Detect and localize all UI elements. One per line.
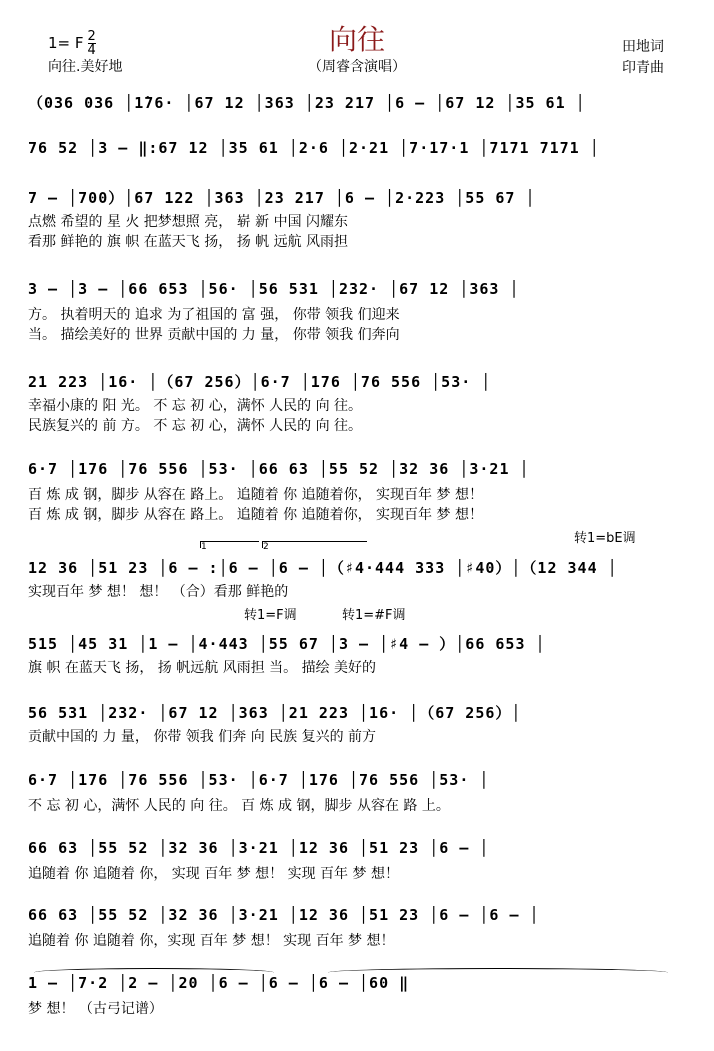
lyrics-verse-1: 追随着 你 追随着 你，实现 百年 梦 想！ 实现 百年 梦 想！ [28, 933, 395, 948]
volta-1 [200, 541, 259, 552]
lyrics-verse-2: 民族复兴的 前 方。 不 忘 初 心，满怀 人民的 向 往。 [28, 418, 363, 433]
volta-1-number: 1 [201, 542, 207, 552]
notation-line: 6·7 │176 │76 556 │53· │66 63 │55 52 │32 36 │3·21 │ [28, 460, 530, 478]
notation-line: 3 – │3 – │66 653 │56· │56 531 │232· │67 12 │363 │ [28, 280, 520, 298]
lyrics-verse-1: 方。 执着明天的 追求 为了祖国的 富 强， 你带 领我 们迎来 [28, 307, 400, 322]
notation-line: 66 63 │55 52 │32 36 │3·21 │12 36 │51 23 │6 – │6 – │ [28, 906, 540, 924]
notation-line: 1 – │7·2 │2 – │20 │6 – │6 – │6 – │60 ‖ [28, 974, 410, 992]
lyrics-verse-1: 不 忘 初 心，满怀 人民的 向 往。 百 炼 成 钢，脚步 从容在 路 上。 [28, 798, 450, 813]
notation-line: 515 │45 31 │1 – │4·443 │55 67 │3 – │♯4 – ）│66 653 │ [28, 635, 546, 653]
lyrics-verse-2: 当。 描绘美好的 世界 贡献中国的 力 量， 你带 领我 们奔向 [28, 327, 400, 342]
lyrics-verse-2: 百 炼 成 钢，脚步 从容在 路上。 追随着 你 追随着你， 实现百年 梦 想！ [28, 507, 483, 522]
time-signature [88, 30, 96, 57]
lyricist-credit: 田地词 [622, 39, 664, 55]
notation-line: 21 223 │16· │（67 256）│6·7 │176 │76 556 │53· │ [28, 373, 492, 391]
modulation-mark: 转1=bE调 [574, 531, 636, 546]
key-signature [48, 30, 96, 57]
lyrics-verse-1: 实现百年 梦 想！ 想！ （合）看那 鲜艳的 [28, 584, 289, 599]
notation-line: 76 52 │3 – ‖:67 12 │35 61 │2·6 │2·21 │7·17·1 │7171 7171 │ [28, 139, 600, 157]
composer-credit: 印青曲 [622, 60, 664, 76]
volta-2-number: 2 [263, 542, 269, 552]
lyrics-verse-1: 旗 帜 在蓝天飞 扬， 扬 帆远航 风雨担 当。 描绘 美好的 [28, 660, 377, 675]
lyrics-verse-1: 百 炼 成 钢，脚步 从容在 路上。 追随着 你 追随着你， 实现百年 梦 想！ [28, 487, 483, 502]
lyrics-verse-1: 追随着 你 追随着 你， 实现 百年 梦 想！ 实现 百年 梦 想！ [28, 866, 399, 881]
lyrics-verse-1: 贡献中国的 力 量， 你带 领我 们奔 向 民族 复兴的 前方 [28, 729, 377, 744]
song-title: 向往 [328, 23, 385, 56]
notation-line: （036 036 │1̇76· │67 12 │363 │23 217 │6 – │67 12 │35 6̇1 │ [28, 94, 586, 112]
time-denominator: 4 [87, 43, 96, 58]
modulation-mark: 转1=F调 [244, 608, 297, 623]
notation-line: 12 36 │51 23 │6 – :│6 – │6 – │（♯4·444 333 │♯40）│（12 344 │ [28, 559, 618, 577]
notation-line: 6·7 │176 │76 556 │53· │6·7 │176 │76 556 │53· │ [28, 771, 490, 789]
lyrics-verse-1: 幸福小康的 阳 光。 不 忘 初 心，满怀 人民的 向 往。 [28, 398, 363, 413]
notation-line: 7 – │700）│67 122 │363 │23 217 │6 – │2·223 │55 67 │ [28, 189, 536, 207]
key-label: 1= F [48, 34, 84, 52]
notation-line: 66 63 │55 52 │32 36 │3·21 │12 36 │51 23 │6 – │ [28, 839, 490, 857]
expression-mark: 向往.美好地 [48, 59, 123, 75]
lyrics-verse-1: 点燃 希望的 星 火 把梦想照 亮， 崭 新 中国 闪耀东 [28, 214, 349, 229]
lyrics-verse-2: 看那 鲜艳的 旗 帜 在蓝天飞 扬， 扬 帆 远航 风雨担 [28, 234, 349, 249]
notation-line: 56 531 │232· │67 12 │363 │21 223 │16· │（67 256）│ [28, 704, 522, 722]
performer-credit: （周睿含演唱） [308, 59, 406, 75]
time-numerator: 2 [87, 29, 96, 44]
lyrics-verse-1: 梦 想！ （古弓记谱） [28, 1001, 163, 1016]
modulation-mark: 转1=#F调 [342, 608, 406, 623]
volta-2 [262, 541, 367, 552]
